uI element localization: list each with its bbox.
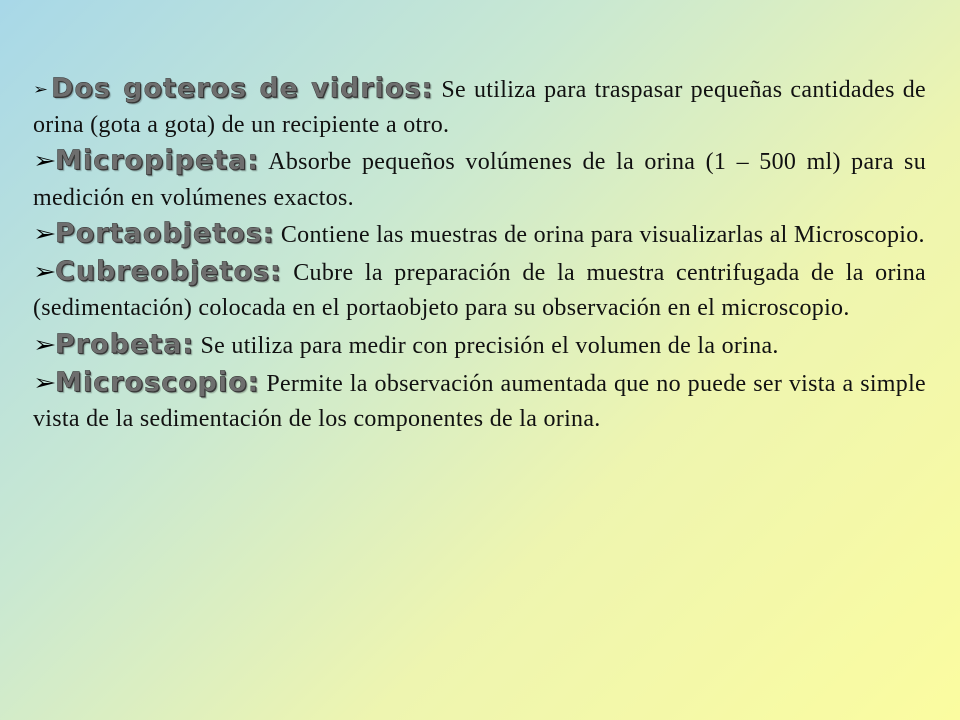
item-term: Portaobjetos: (55, 217, 275, 249)
list-item-micropipeta (33, 142, 926, 214)
item-term: Micropipeta: (55, 145, 260, 177)
arrow-bullet-icon: ➢ (33, 258, 57, 285)
item-term: Dos goteros de vidrios: (51, 73, 434, 104)
item-description: Absorbe pequeños volúmenes de la orina (1 – 500 ml) para su medición en volúmenes exactos. (33, 149, 926, 211)
item-term: Microscopio: (55, 366, 260, 398)
arrow-bullet-icon: ➢ (33, 147, 57, 175)
item-description: Se utiliza para medir con precisión el volumen de la orina. (194, 332, 779, 359)
list-item-cubreobjetos (33, 253, 926, 325)
list-item-portaobjetos (33, 215, 926, 253)
arrow-bullet-icon: ➢ (33, 369, 57, 396)
item-description: Cubre la preparación de la muestra centrifugada de la orina (sedimentación) colocada en el portaobjeto para su observación en el microscopio. (33, 260, 926, 322)
item-term: Cubreobjetos: (55, 256, 282, 288)
arrow-bullet-icon: ➢ (33, 81, 49, 98)
item-description: Permite la observación aumentada que no puede ser vista a simple vista de la sedimentación de los componentes de la orina. (33, 370, 926, 433)
item-description: Se utiliza para traspasar pequeñas cantidades de orina (gota a gota) de un recipiente a otro. (33, 77, 927, 139)
item-term: Probeta: (55, 328, 195, 360)
item-description: Contiene las muestras de orina para visualizarlas al Microscopio. (274, 221, 925, 248)
list-item-probeta (33, 326, 926, 364)
arrow-bullet-icon: ➢ (33, 220, 57, 247)
slide-content (33, 70, 926, 436)
list-item-goteros (33, 70, 926, 142)
arrow-bullet-icon: ➢ (33, 330, 57, 358)
list-item-microscopio (33, 364, 926, 436)
